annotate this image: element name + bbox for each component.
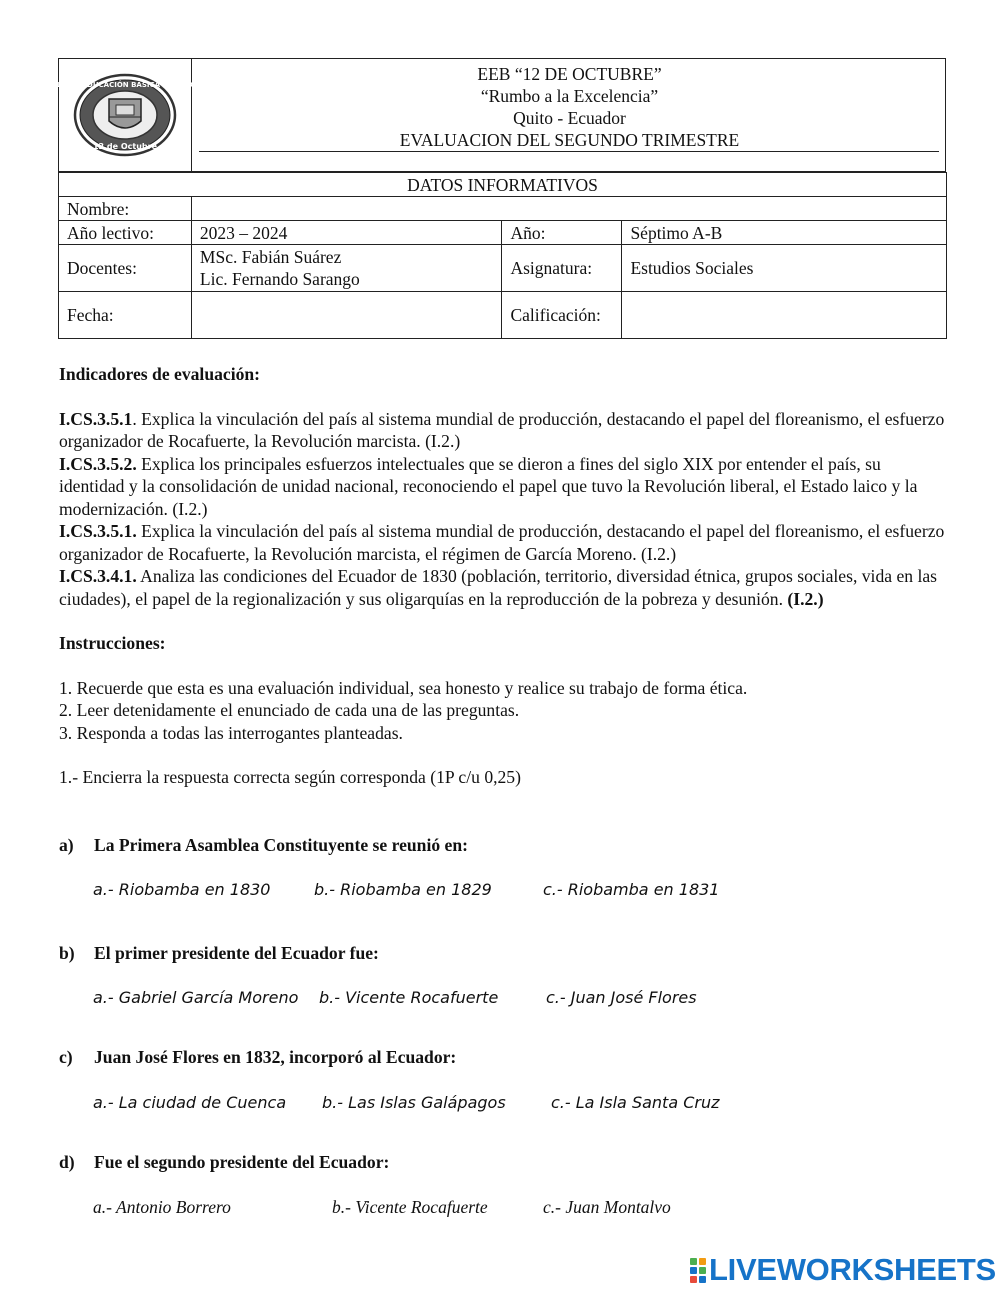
svg-text:12 de Octubre: 12 de Octubre <box>92 142 158 151</box>
calificacion-label: Calificación: <box>502 292 622 339</box>
option-a[interactable]: a.- Riobamba en 1830 <box>93 880 271 899</box>
option-c[interactable]: c.- Juan Montalvo <box>543 1197 671 1217</box>
option-b[interactable]: b.- Riobamba en 1829 <box>314 880 492 899</box>
question-a: a) La Primera Asamblea Constituyente se reunió en: <box>59 835 468 855</box>
indicator-item: I.CS.3.5.1. Explica la vinculación del país al sistema mundial de producción, destacando el papel del floreanismo, el esfuerzo organizador de Rocafuerte, la Revolución marcista. (I.2.) <box>59 408 945 451</box>
school-logo <box>31 59 219 171</box>
anio-lectivo-value: 2023 – 2024 <box>191 221 502 245</box>
option-a[interactable]: a.- La ciudad de Cuenca <box>93 1093 287 1112</box>
svg-text:ESCUELA DE EDUCACIÓN BÁSICA 12: ESCUELA DE EDUCACIÓN BÁSICA 12 de Octubre <box>31 81 219 89</box>
indicator-item: I.CS.3.4.1. Analiza las condiciones del Ecuador de 1830 (población, territorio, diversidad étnica, grupos sociales, vida en las ciudades), el papel de la regionalización y sus oligarquías en la reproducción de la pobreza y desunión. (I.2.) <box>59 566 938 609</box>
school-logo-cell <box>31 59 219 171</box>
option-c[interactable]: c.- Juan José Flores <box>546 988 697 1007</box>
asignatura-label: Asignatura: <box>502 245 622 292</box>
school-motto: “Rumbo a la Excelencia” <box>480 86 659 106</box>
option-a[interactable]: a.- Gabriel García Moreno <box>93 988 299 1007</box>
header-box <box>31 58 946 172</box>
option-c[interactable]: c.- La Isla Santa Cruz <box>551 1093 720 1112</box>
school-name: EEB “12 DE OCTUBRE” <box>477 64 662 84</box>
docentes-value <box>191 245 502 292</box>
fecha-field[interactable] <box>191 292 502 339</box>
school-city: Quito - Ecuador <box>513 108 626 128</box>
docente-2: Lic. Fernando Sarango <box>199 269 360 289</box>
indicator-item: I.CS.3.5.2. Explica los principales esfuerzos intelectuales que se dieron a fines del siglo XIX por entender el país, su identidad y la consolidación de unidad nacional, reconociendo el papel que tuvo la Revolución liberal, el Estado laico y la modernización. (I.2.) <box>59 453 918 519</box>
anio-value: Séptimo A-B <box>622 221 947 245</box>
task-statement: 1.- Encierra la respuesta correcta según corresponda (1P c/u 0,25) <box>59 767 521 787</box>
option-b[interactable]: b.- Vicente Rocafuerte <box>332 1197 488 1217</box>
anio-lectivo-label: Año lectivo: <box>59 221 192 245</box>
info-section-title: DATOS INFORMATIVOS <box>59 173 947 197</box>
instruction-item: 1. Recuerde que esta es una evaluación individual, sea honesto y realice su trabajo de forma ética. <box>59 677 748 698</box>
asignatura-value: Estudios Sociales <box>622 245 947 292</box>
docentes-label: Docentes: <box>59 245 192 292</box>
docente-1: MSc. Fabián Suárez <box>199 247 342 267</box>
header-divider <box>199 151 939 152</box>
question-c: c) Juan José Flores en 1832, incorporó al Ecuador: <box>59 1047 457 1067</box>
calificacion-field[interactable] <box>622 292 947 339</box>
option-b[interactable]: b.- Las Islas Galápagos <box>322 1093 506 1112</box>
instruction-item: 2. Leer detenidamente el enunciado de cada una de las preguntas. <box>59 700 520 720</box>
instructions-title: Instrucciones: <box>59 633 166 653</box>
option-a[interactable]: a.- Antonio Borrero <box>93 1197 231 1217</box>
nombre-label: Nombre: <box>59 197 192 221</box>
nombre-field[interactable] <box>191 197 946 221</box>
indicator-item: I.CS.3.5.1. Explica la vinculación del país al sistema mundial de producción, destacando el papel del floreanismo, el esfuerzo organizador de Rocafuerte, la Revolución marcista, el régimen de García Moreno. (I.2.) <box>59 521 945 564</box>
option-b[interactable]: b.- Vicente Rocafuerte <box>319 988 499 1007</box>
body-text <box>59 363 949 789</box>
question-b: b) El primer presidente del Ecuador fue: <box>59 943 379 963</box>
option-c[interactable]: c.- Riobamba en 1831 <box>543 880 720 899</box>
question-d: d) Fue el segundo presidente del Ecuador: <box>59 1152 390 1172</box>
exam-title: EVALUACION DEL SEGUNDO TRIMESTRE <box>399 130 740 150</box>
instruction-item: 3. Responda a todas las interrogantes planteadas. <box>59 722 403 743</box>
info-table <box>58 172 947 339</box>
anio-label: Año: <box>502 221 622 245</box>
school-title-block <box>192 63 947 151</box>
liveworksheets-tiles-icon <box>690 1258 706 1283</box>
fecha-label: Fecha: <box>59 292 192 339</box>
indicators-title: Indicadores de evaluación: <box>59 364 261 384</box>
liveworksheets-wordmark: LIVEWORKSHEETS <box>709 1252 996 1287</box>
liveworksheets-logo <box>690 1252 996 1288</box>
